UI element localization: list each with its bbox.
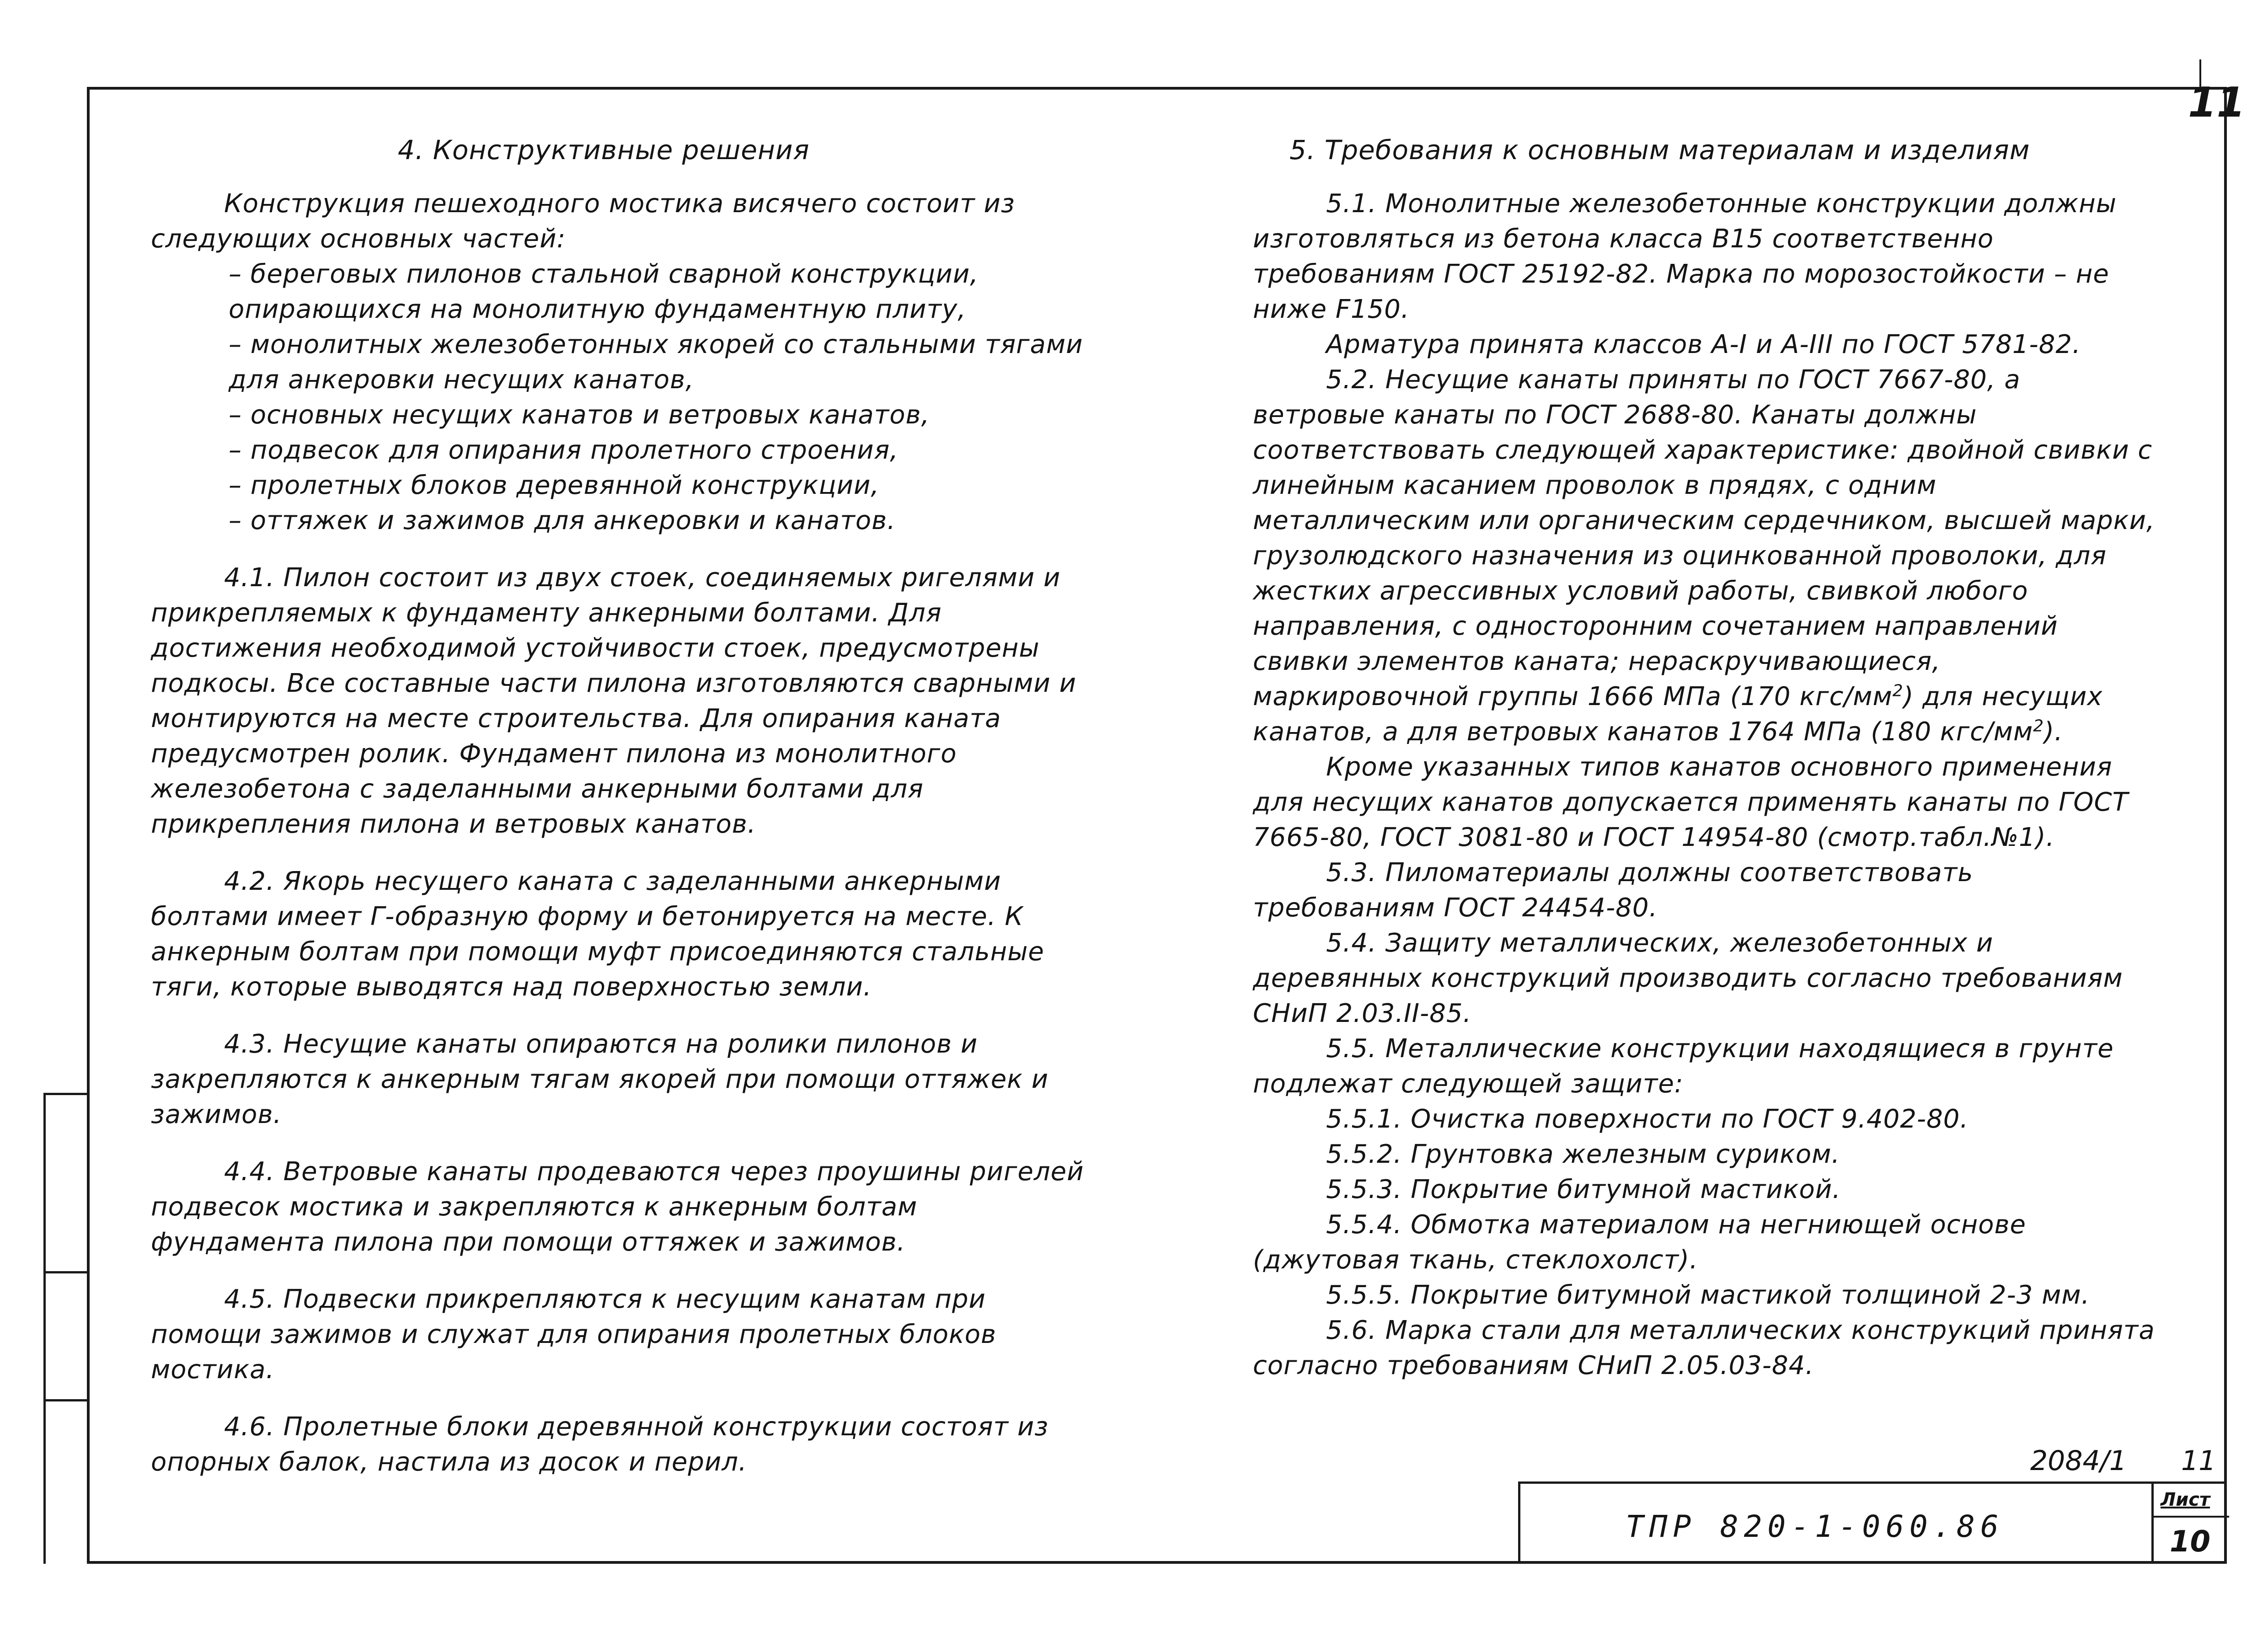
paragraph-5-1: 5.1. Монолитные железобетонные конструкции должны изготовляться из бетона класса В15 соответственно требованиям ГОСТ 25192-82. Марка по морозостойкости – не ниже F150. — [1253, 189, 2117, 324]
sheet-label: Лист — [2161, 1489, 2210, 1510]
paragraph-5-1-reinforcement: Арматура принята классов А-I и А-III по ГОСТ 5781-82. — [1326, 330, 2081, 359]
paragraph-5-5-5: 5.5.5. Покрытие битумной мастикой толщиной 2-3 мм. — [1326, 1280, 2090, 1310]
binding-margin-tick — [43, 1093, 89, 1095]
binding-margin-line — [43, 1093, 46, 1564]
superscript: 2 — [1892, 681, 1904, 701]
paragraph-5-4: 5.4. Защиту металлических, железобетонных и деревянных конструкций производить согласно требованиям СНиП 2.03.II-85. — [1253, 928, 2123, 1028]
title-block-divider — [2151, 1484, 2154, 1564]
paragraph-5-2-text: 5.2. Несущие канаты приняты по ГОСТ 7667-80, а ветровые канаты по ГОСТ 2688-80. Канаты должны соответствовать следующей характеристике: двойной свивки с линейным касанием проволок в прядях, с одним металлическим или органическим сердечником, высшей марки, грузолюдского назначения из оцинкованной проволоки, для жестких агрессивных условий работы, свивкой любого направления, с односторонним сочетанием направлений свивки элементов каната; нераскручивающиеся, маркировочной группы 1666 МПа — [1253, 365, 2155, 711]
paragraph-5-2 — [1253, 362, 2158, 749]
document-number: 2084/1 — [2030, 1445, 2127, 1477]
list-item: – подвесок для опирания пролетного строения, — [229, 435, 899, 465]
right-column — [1253, 133, 2158, 1383]
units-text: ) для несущих канатов, а для ветровых канатов 1764 МПа (180 кгс/мм — [1253, 682, 2103, 747]
list-item: – основных несущих канатов и ветровых канатов, — [229, 400, 930, 430]
sheet-number: 10 — [2170, 1525, 2211, 1559]
list-item: – береговых пилонов стальной сварной конструкции, опирающихся на монолитную фундаментную плиту, — [229, 259, 979, 324]
title-block-divider — [2154, 1516, 2229, 1518]
paragraph-5-5-2: 5.5.2. Грунтовка железным суриком. — [1326, 1139, 1840, 1169]
left-column — [151, 133, 1088, 1480]
list-item: – оттяжек и зажимов для анкеровки и канатов. — [229, 506, 896, 535]
paragraph-4-6: 4.6. Пролетные блоки деревянной конструкции состоят из опорных балок, настила из досок и перил. — [151, 1412, 1049, 1477]
list-item: – монолитных железобетонных якорей со стальными тягами для анкеровки несущих канатов, — [229, 330, 1083, 395]
units-text: (170 кгс/мм — [1730, 682, 1893, 711]
paragraph-5-2-extra: Кроме указанных типов канатов основного применения для несущих канатов допускается применять канаты по ГОСТ 7665-80, ГОСТ 3081-80 и ГОСТ 14954-80 (смотр.табл.№1). — [1253, 752, 2129, 852]
paragraph-5-5-1: 5.5.1. Очистка поверхности по ГОСТ 9.402-80. — [1326, 1104, 1969, 1134]
list-item: – пролетных блоков деревянной конструкции, — [229, 471, 880, 500]
page-number-small: 11 — [2181, 1445, 2216, 1477]
units-text: ). — [2044, 717, 2063, 747]
paragraph-4-5: 4.5. Подвески прикрепляются к несущим канатам при помощи зажимов и служат для опирания пролетных блоков мостика. — [151, 1284, 997, 1385]
paragraph-4-2: 4.2. Якорь несущего каната с заделанными анкерными болтами имеет Г-образную форму и бетонируется на месте. К анкерным болтам при помощи муфт присоединяются стальные тяги, которые выводятся над поверхностью земли. — [151, 866, 1044, 1002]
superscript: 2 — [2033, 717, 2044, 736]
title-block — [1518, 1481, 2227, 1564]
paragraph-4-1: 4.1. Пилон состоит из двух стоек, соединяемых ригелями и прикрепляемых к фундаменту анкерными болтами. Для достижения необходимой устойчивости стоек, предусмотрены подкосы. Все составные части пилона изготовляются сварными и монтируются на месте строительства. Для опирания каната предусмотрен ролик. Фундамент пилона из монолитного железобетона с заделанными анкерными болтами для прикрепления пилона и ветровых канатов. — [151, 563, 1076, 839]
drawing-code: ТПР 820-1-060.86 — [1626, 1509, 2004, 1544]
section-5-heading: 5. Требования к основным материалам и изделиям — [1289, 134, 2030, 166]
paragraph-5-5: 5.5. Металлические конструкции находящиеся в грунте подлежат следующей защите: — [1253, 1034, 2114, 1099]
corner-page-number: 11 — [2188, 79, 2246, 127]
paragraph-4-3: 4.3. Несущие канаты опираются на ролики пилонов и закрепляются к анкерным тягам якорей при помощи оттяжек и зажимов. — [151, 1029, 1049, 1129]
paragraph-4-4: 4.4. Ветровые канаты продеваются через проушины ригелей подвесок мостика и закрепляются к анкерным болтам фундамента пилона при помощи оттяжек и зажимов. — [151, 1157, 1084, 1257]
binding-margin-tick — [43, 1271, 89, 1273]
paragraph-5-6: 5.6. Марка стали для металлических конструкций принята согласно требованиям СНиП 2.05.03-84. — [1253, 1315, 2155, 1380]
section-4-heading: 4. Конструктивные решения — [398, 134, 810, 166]
binding-margin-tick — [43, 1399, 89, 1401]
section-4-intro: Конструкция пешеходного мостика висячего состоит из следующих основных частей: — [151, 189, 1015, 254]
paragraph-5-5-3: 5.5.3. Покрытие битумной мастикой. — [1326, 1175, 1841, 1204]
paragraph-5-3: 5.3. Пиломатериалы должны соответствовать требованиям ГОСТ 24454-80. — [1253, 858, 1974, 923]
paragraph-5-5-4: 5.5.4. Обмотка материалом на негниющей основе (джутовая ткань, стеклохолст). — [1253, 1210, 2026, 1275]
